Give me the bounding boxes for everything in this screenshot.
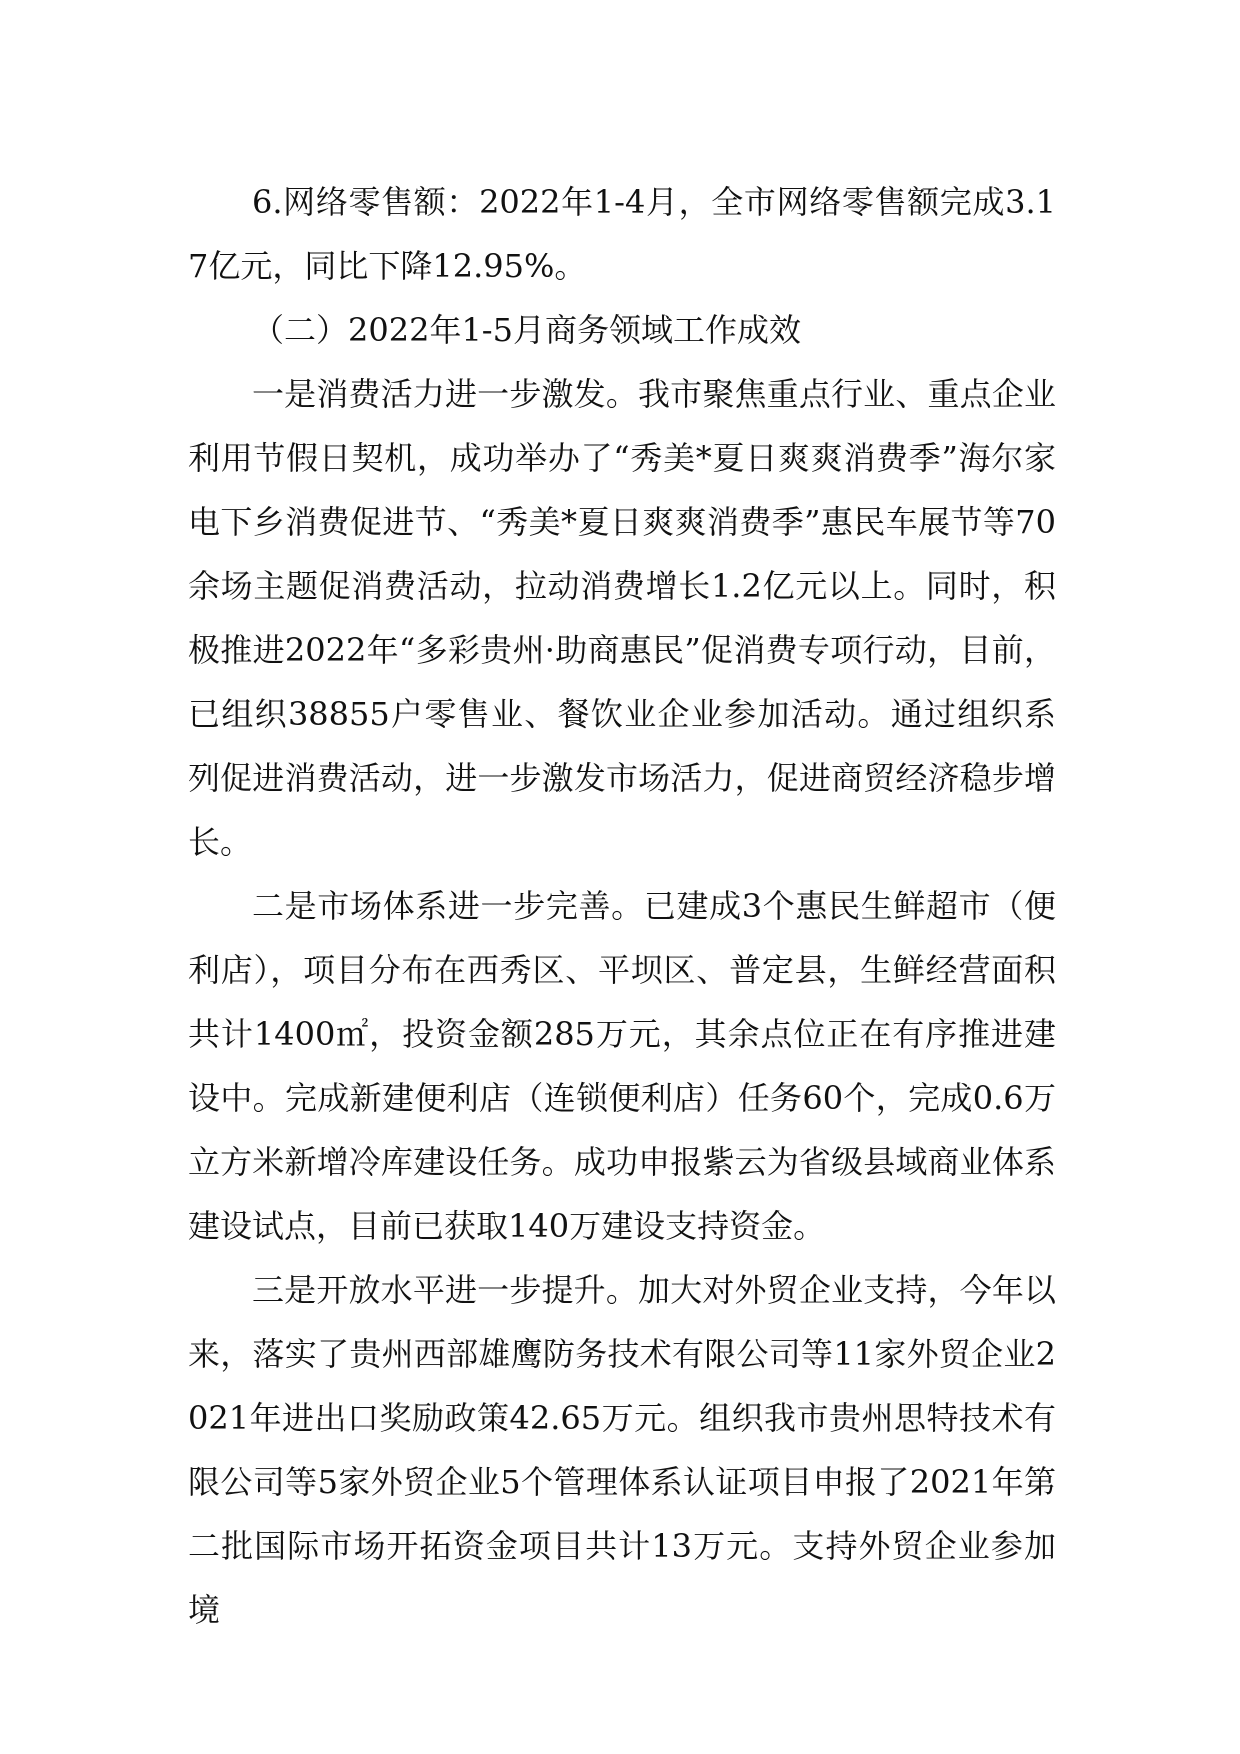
paragraph-consumption: 一是消费活力进一步激发。我市聚焦重点行业、重点企业利用节假日契机，成功举办了“秀美*夏日爽爽消费季”海尔家电下乡消费促进节、“秀美*夏日爽爽消费季”惠民车展节等70余场主题促消费活动，拉动消费增长1.2亿元以上。同时，积极推进2022年“多彩贵州·助商惠民”促消费专项行动，目前，已组织38855户零售业、餐饮业企业参加活动。通过组织系列促进消费活动，进一步激发市场活力，促进商贸经济稳步增长。 <box>188 375 1056 861</box>
paragraph-market-system: 二是市场体系进一步完善。已建成3个惠民生鲜超市（便利店），项目分布在西秀区、平坝区、普定县，生鲜经营面积共计1400㎡，投资金额285万元，其余点位正在有序推进建设中。完成新建便利店（连锁便利店）任务60个，完成0.6万立方米新增冷库建设任务。成功申报紫云为省级县域商业体系建设试点，目前已获取140万建设支持资金。 <box>188 887 1056 1245</box>
document-body <box>188 170 1056 1642</box>
section-heading: （二）2022年1-5月商务领域工作成效 <box>252 311 801 349</box>
paragraph-opening-up: 三是开放水平进一步提升。加大对外贸企业支持，今年以来，落实了贵州西部雄鹰防务技术有限公司等11家外贸企业2021年进出口奖励政策42.65万元。组织我市贵州思特技术有限公司等5家外贸企业5个管理体系认证项目申报了2021年第二批国际市场开拓资金项目共计13万元。支持外贸企业参加境 <box>188 1271 1056 1629</box>
paragraph-online-retail: 6.网络零售额：2022年1-4月，全市网络零售额完成3.17亿元，同比下降12.95%。 <box>188 183 1056 285</box>
